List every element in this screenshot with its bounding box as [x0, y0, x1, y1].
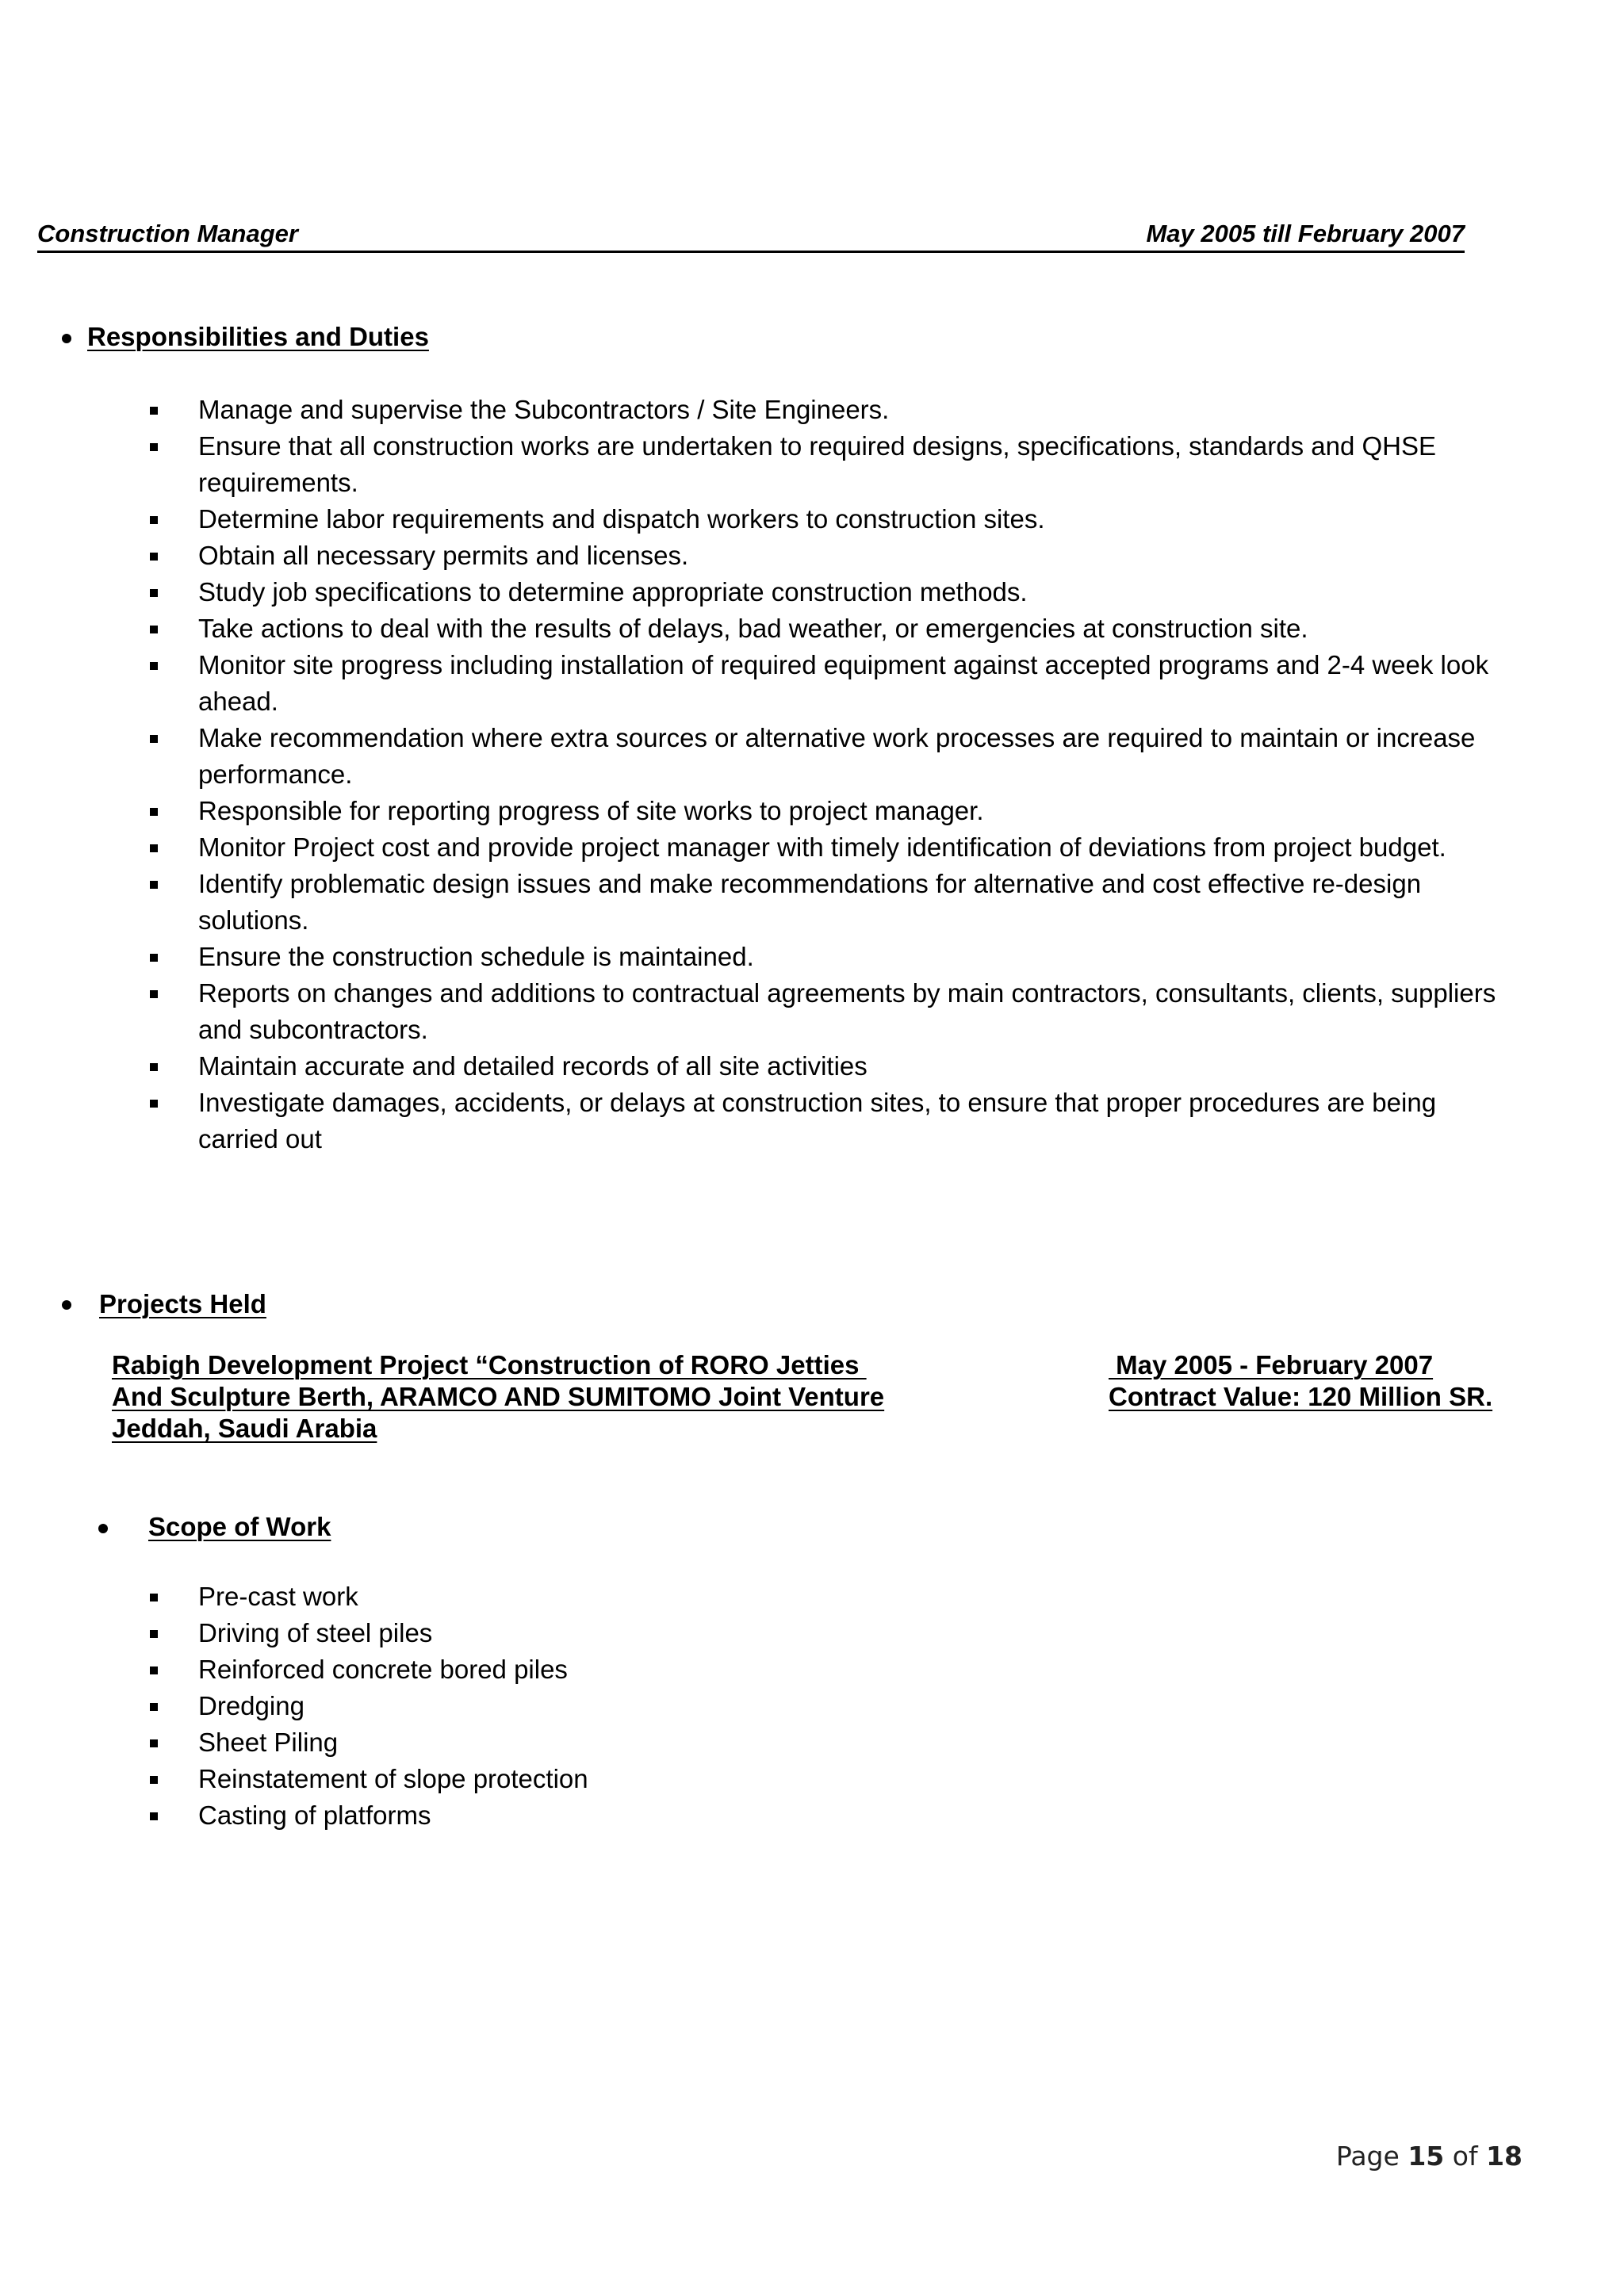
responsibility-item-text: Identify problematic design issues and make recommendations for alternative and cost effective re-design solutions. — [198, 869, 1422, 935]
responsibility-item-text: Ensure the construction schedule is maintained. — [198, 942, 754, 971]
responsibility-item — [0, 1085, 1515, 1158]
contract-value: Contract Value: 120 Million SR. — [1109, 1382, 1493, 1411]
responsibilities-heading: Responsibilities and Duties — [87, 322, 429, 351]
scope-item — [0, 1615, 1515, 1651]
of-label: of — [1452, 2141, 1478, 2172]
page-total: 18 — [1486, 2141, 1522, 2172]
responsibility-item — [0, 1048, 1515, 1085]
scope-list — [0, 1578, 1624, 1834]
square-bullet-icon — [150, 589, 158, 597]
page-number: 15 — [1408, 2141, 1445, 2172]
responsibility-item-text: Take actions to deal with the results of delays, bad weather, or emergencies at construction site. — [198, 614, 1308, 643]
bullet-icon — [98, 1524, 108, 1533]
square-bullet-icon — [150, 881, 158, 889]
scope-item-text: Pre-cast work — [198, 1582, 358, 1611]
responsibility-item — [0, 866, 1515, 939]
scope-item — [0, 1724, 1515, 1761]
square-bullet-icon — [150, 1812, 158, 1820]
responsibility-item — [0, 939, 1515, 975]
scope-item-text: Reinforced concrete bored piles — [198, 1655, 568, 1684]
responsibility-item-text: Reports on changes and additions to contractual agreements by main contractors, consultants, clients, suppliers and subcontractors. — [198, 978, 1496, 1044]
scope-item — [0, 1797, 1515, 1834]
square-bullet-icon — [150, 1630, 158, 1638]
job-title: Construction Manager — [37, 220, 298, 247]
scope-item-text: Driving of steel piles — [198, 1618, 433, 1647]
square-bullet-icon — [150, 1063, 158, 1071]
page-footer — [1336, 2141, 1522, 2172]
responsibility-item-text: Ensure that all construction works are undertaken to required designs, specifications, standards and QHSE requirements. — [198, 431, 1437, 497]
responsibility-item — [0, 829, 1515, 866]
responsibility-item — [0, 538, 1515, 574]
project-name-line2: And Sculpture Berth, ARAMCO AND SUMITOMO Joint Venture — [112, 1382, 885, 1411]
square-bullet-icon — [150, 735, 158, 743]
scope-heading: Scope of Work — [148, 1512, 331, 1541]
responsibility-item-text: Responsible for reporting progress of site works to project manager. — [198, 796, 984, 825]
responsibility-item — [0, 647, 1515, 720]
page-label: Page — [1335, 2141, 1400, 2172]
square-bullet-icon — [150, 1739, 158, 1747]
job-header — [37, 217, 1465, 253]
square-bullet-icon — [150, 1703, 158, 1711]
square-bullet-icon — [150, 1594, 158, 1601]
responsibility-item-text: Study job specifications to determine appropriate construction methods. — [198, 577, 1028, 607]
responsibility-item — [0, 610, 1515, 647]
project-period: May 2005 - February 2007 — [1109, 1350, 1434, 1380]
responsibility-item — [0, 428, 1515, 501]
square-bullet-icon — [150, 407, 158, 415]
responsibility-item-text: Maintain accurate and detailed records of all site activities — [198, 1051, 868, 1081]
square-bullet-icon — [150, 553, 158, 561]
square-bullet-icon — [150, 954, 158, 962]
scope-item — [0, 1578, 1515, 1615]
responsibility-item — [0, 793, 1515, 829]
scope-item-text: Sheet Piling — [198, 1728, 339, 1757]
responsibility-item — [0, 975, 1515, 1048]
responsibility-item-text: Monitor Project cost and provide project manager with timely identification of deviations from project budget. — [198, 832, 1446, 862]
responsibility-item — [0, 574, 1515, 610]
scope-item — [0, 1651, 1515, 1688]
responsibility-item — [0, 501, 1515, 538]
responsibility-item-text: Monitor site progress including installation of required equipment against accepted programs and 2-4 week look ahead. — [198, 650, 1489, 716]
project-details — [112, 1349, 884, 1445]
responsibility-item-text: Make recommendation where extra sources or alternative work processes are required to maintain or increase performance. — [198, 723, 1476, 789]
square-bullet-icon — [150, 443, 158, 451]
bullet-icon — [62, 334, 71, 343]
project-location: Jeddah, Saudi Arabia — [112, 1414, 377, 1443]
scope-item-text: Reinstatement of slope protection — [198, 1764, 588, 1793]
job-dates: May 2005 till February 2007 — [1146, 220, 1465, 247]
projects-heading: Projects Held — [99, 1289, 266, 1318]
responsibilities-list — [0, 392, 1624, 1158]
square-bullet-icon — [150, 516, 158, 524]
square-bullet-icon — [150, 662, 158, 670]
responsibility-item-text: Obtain all necessary permits and licenses. — [198, 541, 689, 570]
bullet-icon — [62, 1300, 71, 1310]
square-bullet-icon — [150, 626, 158, 633]
scope-item-text: Casting of platforms — [198, 1800, 431, 1830]
square-bullet-icon — [150, 1100, 158, 1108]
square-bullet-icon — [150, 808, 158, 816]
responsibility-item — [0, 720, 1515, 793]
scope-item — [0, 1688, 1515, 1724]
square-bullet-icon — [150, 844, 158, 852]
responsibility-item-text: Investigate damages, accidents, or delays at construction sites, to ensure that proper procedures are being carried out — [198, 1088, 1437, 1154]
square-bullet-icon — [150, 1776, 158, 1784]
square-bullet-icon — [150, 990, 158, 998]
square-bullet-icon — [150, 1667, 158, 1674]
project-name-line1: Rabigh Development Project “Construction of RORO Jetties — [112, 1350, 867, 1380]
scope-item — [0, 1761, 1515, 1797]
responsibility-item-text: Manage and supervise the Subcontractors / Site Engineers. — [198, 395, 890, 424]
project-meta — [1109, 1349, 1492, 1413]
responsibility-item-text: Determine labor requirements and dispatch workers to construction sites. — [198, 504, 1045, 534]
scope-item-text: Dredging — [198, 1691, 304, 1720]
responsibility-item — [0, 392, 1515, 428]
